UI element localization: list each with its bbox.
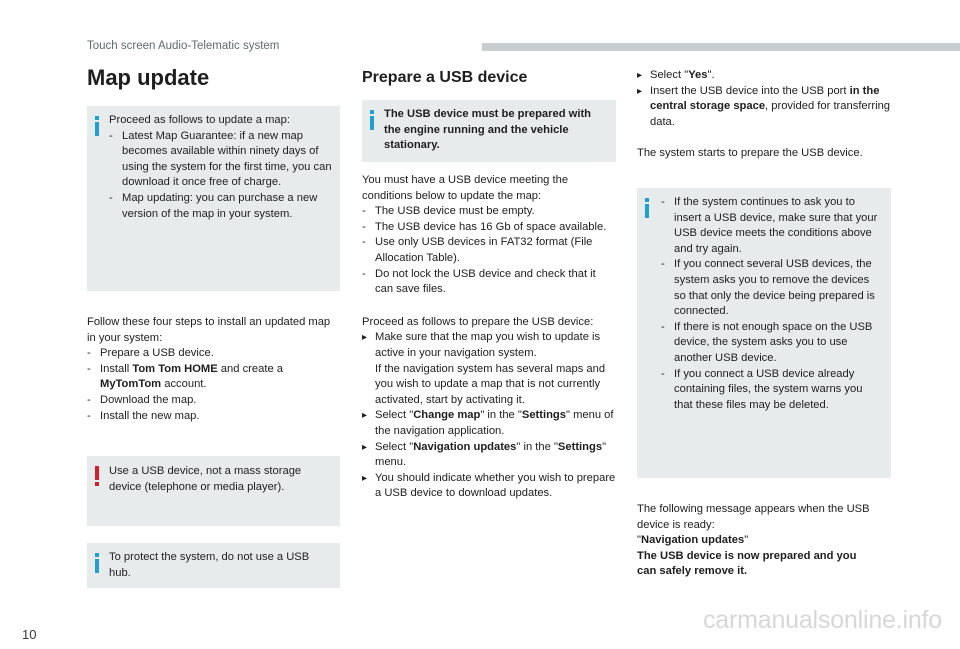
list-item: - Map updating: you can purchase a new version of the map in your system. <box>109 191 318 220</box>
list-item: - Download the map. <box>87 393 197 406</box>
column-continued <box>637 68 891 580</box>
warning-text: Use a USB device, not a mass storage device (telephone or media player). <box>109 465 302 493</box>
ready-title: "Navigation updates" <box>637 534 749 547</box>
list-item: - If you connect several USB devices, the system asks you to remove the devices so that only the device being prepared is connected. <box>661 258 875 318</box>
steps-block <box>87 315 340 424</box>
info-box-map-update <box>87 106 340 291</box>
list-item: - Install Tom Tom HOME and create a MyTomTom account. <box>87 362 284 391</box>
ready-block <box>637 502 891 580</box>
list-item: - The USB device must be empty. <box>362 205 535 218</box>
arrow-bullet-icon: ▸ <box>362 410 368 422</box>
list-item: - If there is not enough space on the USB device, the system asks you to use another USB device. <box>661 320 873 364</box>
info-box-notes <box>637 188 891 478</box>
column-prepare-usb <box>362 62 616 502</box>
requirements-intro: You must have a USB device meeting the conditions below to update the map: <box>362 174 569 202</box>
info-box-prepare <box>362 100 616 162</box>
section-title-map-update: Map update <box>87 65 210 90</box>
procedure-intro: Proceed as follows to prepare the USB device: <box>362 315 594 328</box>
info-box-usb-hub <box>87 543 340 588</box>
arrow-bullet-icon: ▸ <box>637 70 643 81</box>
info-text: To protect the system, do not use a USB hub. <box>109 551 310 579</box>
list-item: - If you connect a USB device already containing files, the system warns you that these files may be deleted. <box>661 367 863 411</box>
list-item: - Latest Map Guarantee: if a new map becomes available within ninety days of using the system for the first time, you can download it once free of charge. <box>109 129 332 189</box>
list-item: - Do not lock the USB device and check that it can save files. <box>362 267 596 296</box>
procedure-block <box>362 315 616 502</box>
list-item: ▸ Select "Change map" in the "Settings" menu of the navigation application. <box>362 409 614 437</box>
section-title-prepare-usb: Prepare a USB device <box>362 69 528 86</box>
requirements-block <box>362 173 616 298</box>
list-item: - Use only USB devices in FAT32 format (File Allocation Table). <box>362 236 593 264</box>
list-item: ▸ Select "Navigation updates" in the "Settings" menu. <box>362 440 607 469</box>
system-starts-text: The system starts to prepare the USB device. <box>637 147 863 160</box>
warning-icon <box>95 466 99 486</box>
header-bar <box>482 43 960 51</box>
info-icon <box>95 553 99 573</box>
list-item: - Install the new map. <box>87 409 200 422</box>
info-icon <box>370 110 374 130</box>
list-item: - Prepare a USB device. <box>87 347 214 360</box>
watermark: carmanualsonline.info <box>702 606 942 634</box>
running-header: Touch screen Audio-Telematic system <box>87 40 280 52</box>
info-intro: Proceed as follows to update a map: <box>109 114 290 126</box>
info-icon <box>95 116 99 136</box>
list-item: - The USB device has 16 Gb of space available. <box>362 220 607 233</box>
list-item: - If the system continues to ask you to insert a USB device, make sure that your USB device meets the conditions above and try again. <box>661 195 878 255</box>
list-item: ▸ Select "Yes". <box>637 68 891 84</box>
info-icon <box>645 198 649 218</box>
list-item: ▸ You should indicate whether you wish to prepare a USB device to download updates. <box>362 471 616 500</box>
info-text: The USB device must be prepared with the engine running and the vehicle stationary. <box>384 108 592 152</box>
arrow-bullet-icon: ▸ <box>362 472 368 484</box>
column-map-update <box>87 62 340 588</box>
list-item: ▸ Insert the USB device into the USB port in the central storage space, provided for transferring data. <box>637 84 891 128</box>
ready-intro: The following message appears when the USB device is ready: <box>637 502 870 531</box>
arrow-bullet-icon: ▸ <box>362 441 368 453</box>
arrow-bullet-icon: ▸ <box>637 85 643 97</box>
ready-message: The USB device is now prepared and you can safely remove it. <box>637 549 857 578</box>
warning-box <box>87 456 340 526</box>
arrow-bullet-icon: ▸ <box>362 332 368 344</box>
list-item: ▸ Make sure that the map you wish to update is active in your navigation system. If the navigation system has several maps and you wish to update a map that is not currently activated, start by activating it. <box>362 331 606 406</box>
steps-intro: Follow these four steps to install an updated map in your system: <box>87 316 331 344</box>
page-number: 10 <box>22 627 37 642</box>
